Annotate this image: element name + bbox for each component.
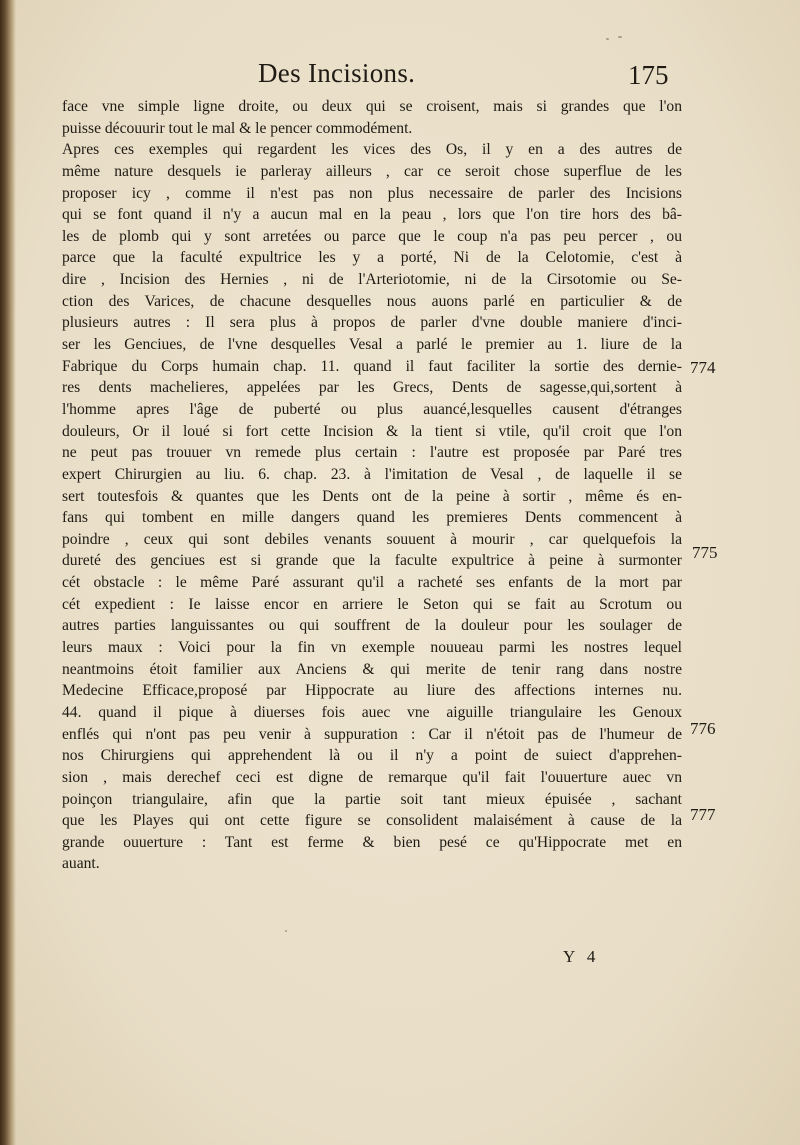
text-line: que les Playes qui ont cette figure se consolident malaisément à cause de la	[62, 812, 682, 830]
text-line: expert Chirurgien au liu. 6. chap. 23. à l'imitation de Vesal , de laquelle il se	[62, 465, 682, 483]
text-line: qui se font quand il n'y a aucun mal en la peau , lors que l'on tire hors des bâ-	[62, 206, 682, 224]
text-line: fans qui tombent en mille dangers quand les premieres Dents commencent à	[62, 509, 682, 527]
text-line: l'homme apres l'âge de puberté ou plus auancé,lesquelles causent d'étranges	[62, 400, 682, 418]
text-line: nos Chirurgiens qui apprehendent là ou il n'y a point de suiect d'apprehen-	[62, 747, 682, 765]
text-line: dureté des genciues est si grande que la faculte expultrice à peine à surmonter	[62, 552, 682, 570]
text-line: parce que la faculté expultrice les y a porté, Ni de la Celotomie, c'est à	[62, 249, 682, 267]
paper-speck	[606, 38, 609, 40]
text-line: Medecine Efficace,proposé par Hippocrate au liure des affections internes nu.	[62, 682, 682, 700]
text-line: puisse découurir tout le mal & le pencer commodément.	[62, 119, 413, 137]
text-line: douleurs, Or il loué si fort cette Incision & la tient si vtile, qu'il croit que l'on	[62, 422, 682, 440]
signature-mark: Y 4	[563, 947, 600, 966]
margin-note: 775	[692, 543, 718, 562]
text-line: face vne simple ligne droite, ou deux qui se croisent, mais si grandes que l'on	[62, 98, 682, 115]
margin-note: 776	[690, 719, 716, 738]
running-title: Des Incisions.	[258, 58, 416, 88]
text-line: res dents machelieres, appelées par les Grecs, Dents de sagesse,qui,sortent à	[62, 379, 682, 397]
page-header	[0, 58, 800, 92]
paper-speck	[618, 36, 622, 38]
text-line: ser les Genciues, de l'vne desquelles Vesal a parlé le premier au 1. liure de la	[62, 336, 682, 354]
page-number: 175	[628, 60, 669, 90]
text-line: autres parties languissantes ou qui souffrent de la douleur pour les soulager de	[62, 617, 682, 635]
text-line: cét obstacle : le même Paré assurant qu'il a racheté ses enfants de la mort par	[62, 574, 682, 592]
text-line: auant.	[62, 855, 100, 873]
body-text	[62, 96, 682, 875]
text-line: leurs maux : Voici pour la fin vn exemple nouueau parmi les nostres lequel	[62, 639, 682, 657]
text-line: grande ouuerture : Tant est ferme & bien pesé ce qu'Hippocrate met en	[62, 833, 682, 851]
text-line: neantmoins étoit familier aux Anciens & qui merite de tenir rang dans nostre	[62, 660, 682, 678]
text-line: les de plomb qui y sont arretées ou parce que le coup n'a pas peu percer , ou	[62, 227, 682, 245]
text-line: plusieurs autres : Il sera plus à propos de parler d'vne double maniere d'inci-	[62, 314, 682, 332]
text-line: ction des Varices, de chacune desquelles nous auons parlé en particulier & de	[62, 292, 682, 310]
text-line: sert toutesfois & quantes que les Dents ont de la peine à sortir , même és en-	[62, 487, 682, 505]
book-spine-shadow	[0, 0, 16, 1145]
text-line: même nature desquels ie parleray ailleurs , car ce seroit chose superflue de les	[62, 162, 682, 180]
text-line: Fabrique du Corps humain chap. 11. quand il faut faciliter la sortie des dernie-	[62, 357, 682, 375]
margin-note: 777	[690, 805, 716, 824]
margin-note: 774	[690, 358, 716, 377]
paper-speck	[285, 930, 287, 932]
text-line: ne peut pas trouuer vn remede plus certain : l'autre est proposée par Paré tres	[62, 444, 682, 462]
text-line: 44. quand il pique à diuerses fois auec vne aiguille triangulaire les Genoux	[62, 703, 682, 721]
text-line: cét expedient : Ie laisse encor en arriere le Seton qui se fait au Scrotum ou	[62, 595, 682, 613]
text-line: enflés qui n'ont pas peu venir à suppuration : Car il n'étoit pas de l'humeur de	[62, 725, 682, 743]
text-line: Apres ces exemples qui regardent les vices des Os, il y en a des autres de	[62, 141, 682, 159]
text-line: poindre , ceux qui sont debiles venants souuent à mourir , car quelquefois la	[62, 530, 682, 548]
text-line: dire , Incision des Hernies , ni de l'Arteriotomie, ni de la Cirsotomie ou Se-	[62, 271, 682, 289]
text-line: poinçon triangulaire, afin que la partie soit tant mieux épuisée , sachant	[62, 790, 682, 808]
text-line: sion , mais derechef ceci est digne de remarque qu'il fait l'ouuerture auec vn	[62, 768, 682, 786]
text-line: proposer icy , comme il n'est pas non plus necessaire de parler des Incisions	[62, 184, 682, 202]
